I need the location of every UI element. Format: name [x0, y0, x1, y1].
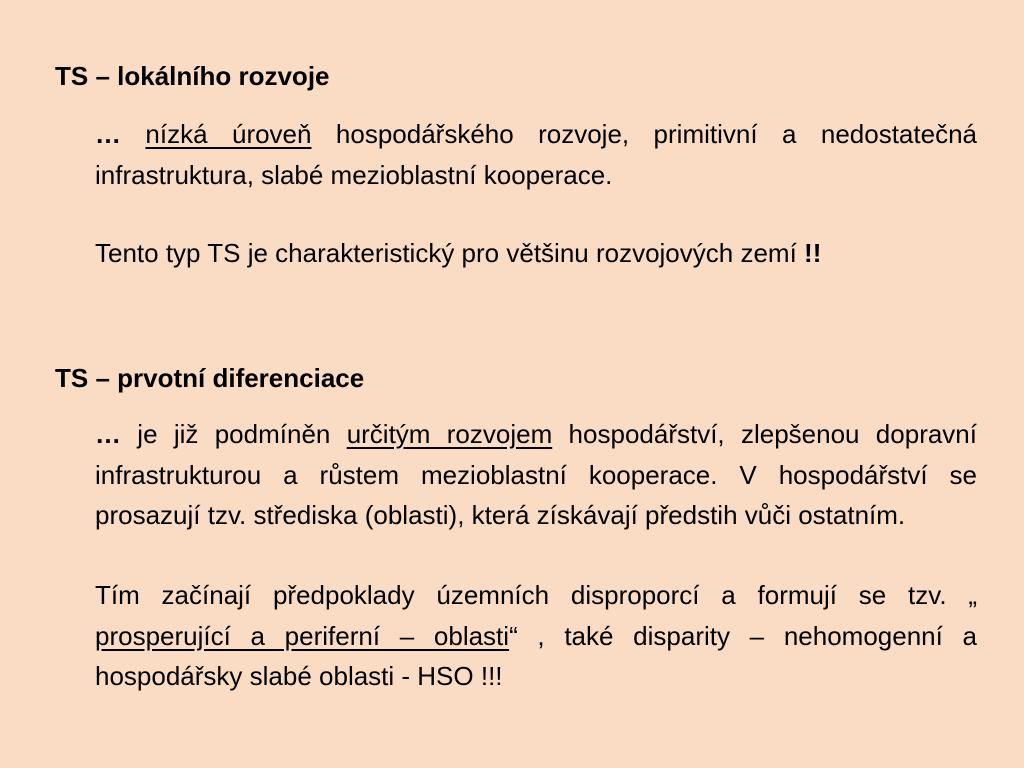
- emphasis-marks: !!: [804, 238, 822, 268]
- paragraph-text: je již podmíněn: [121, 419, 347, 449]
- ellipsis: …: [95, 119, 121, 149]
- paragraph-text: Tento typ TS je charakteristický pro většinu rozvojových zemí: [95, 238, 805, 268]
- underlined-term-prosperous-peripheral: prosperující a periferní – oblasti: [95, 620, 510, 651]
- paragraph-text: “ , také disparity – nehomogenní a hospodářsky slabé oblasti - HSO !!!: [95, 620, 977, 691]
- paragraph-developing-countries: [95, 233, 977, 274]
- ellipsis: …: [95, 419, 121, 449]
- section-heading-local-development: TS – lokálního rozvoje: [55, 61, 330, 91]
- paragraph-local-development-description: [95, 114, 977, 195]
- paragraph-text: hospodářského rozvoje, primitivní a nedostatečná infrastruktura, slabé mezioblastní kooperace.: [95, 119, 977, 190]
- paragraph-disparities: [95, 575, 977, 697]
- paragraph-text: Tím začínají předpoklady územních disproporcí a formují se tzv. „: [95, 580, 977, 610]
- underlined-term-certain-development: určitým rozvojem: [346, 419, 553, 449]
- section-heading-primary-differentiation: TS – prvotní diferenciace: [55, 363, 365, 393]
- paragraph-text: hospodářství, zlepšenou dopravní infrastrukturou a růstem mezioblastní kooperace. V hospodářství se prosazují tzv. střediska (oblasti), která získávají předstih vůči ostatním.: [95, 419, 977, 530]
- underlined-term-low-level: nízká úroveň: [145, 119, 312, 149]
- paragraph-primary-differentiation-description: [95, 414, 977, 536]
